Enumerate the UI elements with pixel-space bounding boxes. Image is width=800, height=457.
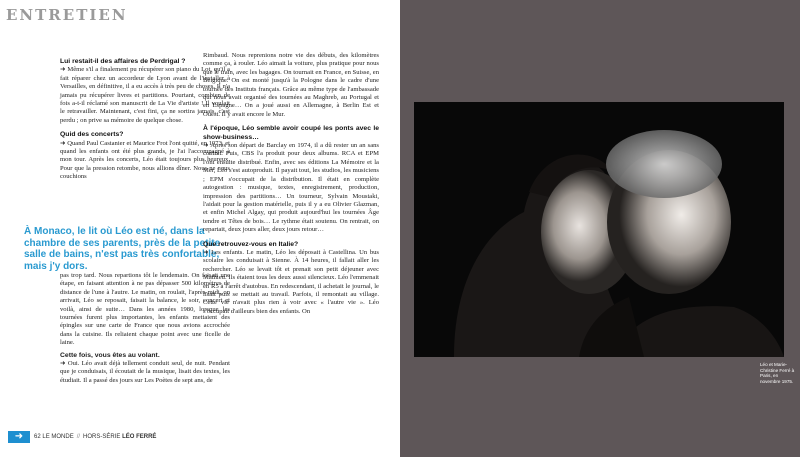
issue-subject: LÉO FERRÉ <box>122 434 157 440</box>
question: Que retrouvez-vous en Italie? <box>203 240 299 248</box>
magazine-name: LE MONDE <box>42 434 74 440</box>
issue-label: HORS-SÉRIE <box>83 434 121 440</box>
page-number: 62 <box>34 434 41 440</box>
column-2 <box>203 52 379 320</box>
answer: ➜ Même s'il a finalement pu récupérer son piano du Lot, qu'il a fait réparer chez un accordeur de Lyon avant de l'installer à Versailles, en définitive, il a eu accès à très peu de choses. Il n'a jamais pu récupérer livres et partitions. Pourtant, combien de fois a-t-il réclamé son manuscrit de La Vie d'artiste ! Il voulait le retravailler. Maintenant, c'est fini, ça ne sortira jamais, c'est perdu ; on prive sa mémoire de quelque chose. <box>60 66 230 124</box>
question: Quid des concerts? <box>60 131 124 139</box>
answer: ➜ Quand Paul Castanier et Maurice Frot l'ont quitté, en 1973, et quand les enfants ont été plus grands, je l'ai l'accompagné à mon tour. Après les concerts, Léo était toujours plus heureux. Pour que la pression retombe, nous allions dîner. Nous ne nous couchions <box>60 139 230 181</box>
answer: pas trop tard. Nous repartions tôt le lendemain. On faisait une étape, en faisant attention à ne pas dépasser 500 kilomètres de distance de l'une à l'autre. Le matin, on roulait, l'après-midi, on arrivait, Léo se reposait, faisait la balance, le soir, concert et voilà, ainsi de suite… Dans les années 1980, lorsque les tournées furent plus importantes, les enfants mettaient des épingles sur une carte de France que nous avions accrochée dans la cuisine. Ils reliaient chaque point avec une ficelle de laine. <box>60 272 230 347</box>
footer-separator: // <box>76 434 81 440</box>
arrow-right-icon: ➜ <box>8 431 30 443</box>
answer: ➜ Oui. Léo avait déjà tellement conduit seul, de nuit. Pendant que je conduisais, il écoutait de la musique, lisait des textes, les étudiait. Il a passé des jours sur Les Poètes de sept ans, de <box>60 360 230 384</box>
photo-caption: Léo et Marie-Christine Ferré à Paris, en novembre 1975. <box>760 362 795 384</box>
photo-illustration <box>414 102 784 357</box>
answer: ➜ Les enfants. Le matin, Léo les déposait à Castellina. Un bus scolaire les conduisait à Sienne. À 14 heures, il fallait aller les rechercher. Léo se levait tôt et prenait son petit déjeuner avec Mathieu. Ils étaient tous les deux aussi silencieux. Léo l'emmenait en R5 à l'arrêt d'autobus. En redescendant, il achetait le journal, le lisait puis se mettait au travail. Parfois, il remontait au village. Cette vie n'avait plus rien à voir avec « l'autre vie ». Léo s'occupait d'ailleurs bien des enfants. On <box>203 248 379 315</box>
portrait-photo <box>414 102 784 357</box>
question: Cette fois, vous êtes au volant. <box>60 351 160 359</box>
section-label: ENTRETIEN <box>6 6 128 24</box>
page-footer <box>8 431 156 443</box>
right-page <box>400 0 800 457</box>
pull-quote: À Monaco, le lit où Léo est né, dans la chambre de ses parents, près de la petite salle de bains, n'est pas très confortable, mais j'y dors. <box>20 224 248 274</box>
answer: Rimbaud. Nous reprenions notre vie des débuts, des kilomètres comme ça, à rouler. Léo aimait la voiture, plus pratique pour nous que le train, avec les bagages. On tournait en France, en Suisse, en Belgique. On est monté jusqu'à la Pologne dans le cadre d'une tournée des Instituts français. Grâce au même type de l'ambassade qui nous avait organisé des tournées au Maghreb, au Portugal et en Espagne… On a joué aussi en Allemagne, à Berlin Est et Ouest. Il y avait encore le Mur. <box>203 52 379 118</box>
question: À l'époque, Léo semble avoir coupé les ponts avec le show-business… <box>203 125 379 141</box>
answer: ➜ Après son départ de Barclay en 1974, il a dû rester un an sans contrat. Puis, CBS l'a produit pour deux albums. RCA et EPM l'ont ensuite distribué. Enfin, avec ses éditions La Mémoire et la Mer, Léo s'est autoproduit. Il payait tout, les studios, les musiciens ; EPM s'occupait de la distribution. Il était en complète autogestion : musique, textes, enregistrement, production, impression des partitions… Un tourneur, Sylvain Moustaki, l'aidait pour la gestion matérielle, puis il y a eu Olivier Glazman, et enfin Michel Algay, qui produit aujourd'hui les tournées Âge tendre et Têtes de bois… Le rythme était soutenu. On rentrait, on repartait, deux jours aller, deux jours retour… <box>203 142 379 234</box>
question: Lui restait-il des affaires de Perdrigal ? <box>60 58 186 65</box>
